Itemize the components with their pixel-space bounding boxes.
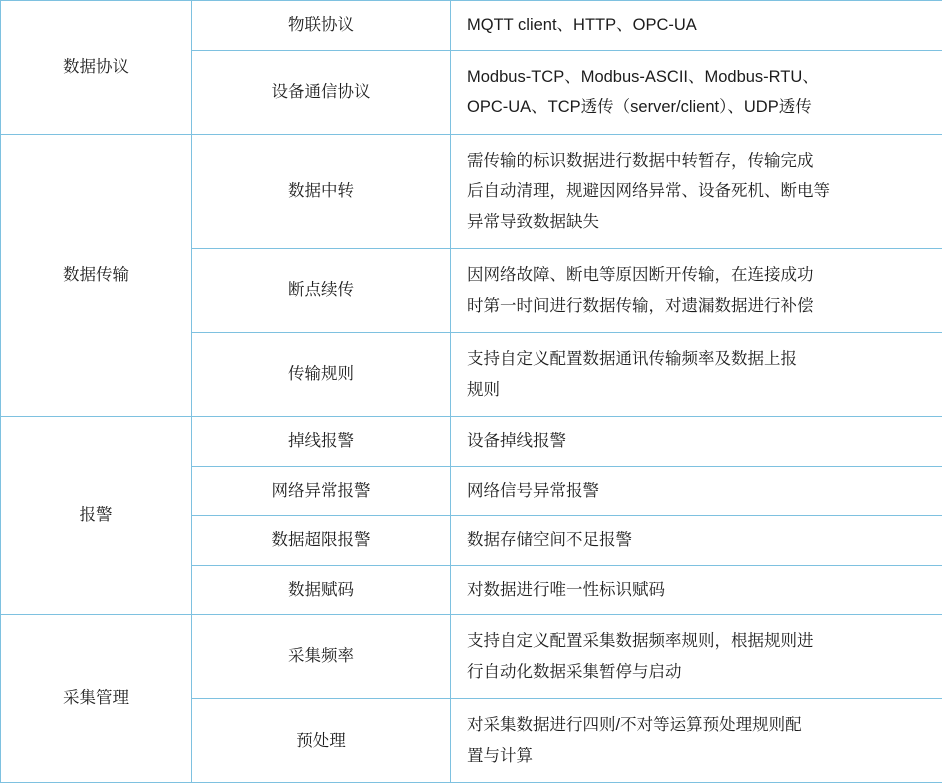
description-text	[451, 333, 942, 416]
description-line: 因网络故障、断电等原因断开传输，在连接成功	[467, 260, 935, 291]
description-line: 异常导致数据缺失	[467, 207, 935, 238]
item-cell	[192, 417, 451, 467]
group-label: 数据传输	[1, 251, 191, 300]
item-cell	[192, 565, 451, 615]
description-text	[451, 249, 942, 332]
item-label: 设备通信协议	[192, 66, 450, 119]
table-row	[1, 417, 942, 467]
description-cell	[451, 565, 942, 615]
item-label: 物联协议	[192, 1, 450, 50]
table-row	[1, 134, 942, 249]
table-body	[1, 1, 942, 783]
group-cell	[1, 1, 192, 135]
description-line: 行自动化数据采集暂停与启动	[467, 657, 935, 688]
item-label: 网络异常报警	[192, 467, 450, 516]
item-label: 传输规则	[192, 348, 450, 401]
description-line: MQTT client、HTTP、OPC-UA	[467, 10, 935, 41]
item-cell	[192, 1, 451, 51]
group-label: 数据协议	[1, 43, 191, 92]
item-cell	[192, 615, 451, 699]
description-line: 数据存储空间不足报警	[467, 525, 935, 556]
description-line: 设备掉线报警	[467, 426, 935, 457]
description-line: 对数据进行唯一性标识赋码	[467, 575, 935, 606]
item-label: 采集频率	[192, 630, 450, 683]
description-text	[451, 699, 942, 782]
table-row	[1, 615, 942, 699]
description-text	[451, 467, 942, 516]
description-line: 支持自定义配置数据通讯传输频率及数据上报	[467, 344, 935, 375]
description-text	[451, 1, 942, 50]
description-line: 规则	[467, 375, 935, 406]
group-cell	[1, 417, 192, 615]
description-line: 后自动清理，规避因网络异常、设备死机、断电等	[467, 176, 935, 207]
description-line: 网络信号异常报警	[467, 476, 935, 507]
group-cell	[1, 134, 192, 417]
description-cell	[451, 333, 942, 417]
group-cell	[1, 615, 192, 783]
item-cell	[192, 249, 451, 333]
description-line: 置与计算	[467, 741, 935, 772]
description-text	[451, 615, 942, 698]
description-line: 对采集数据进行四则/不对等运算预处理规则配	[467, 710, 935, 741]
description-cell	[451, 699, 942, 783]
description-cell	[451, 249, 942, 333]
description-cell	[451, 1, 942, 51]
item-cell	[192, 516, 451, 566]
description-line: 时第一时间进行数据传输，对遗漏数据进行补偿	[467, 291, 935, 322]
item-label: 断点续传	[192, 264, 450, 317]
item-label: 数据赋码	[192, 566, 450, 615]
description-line: 支持自定义配置采集数据频率规则，根据规则进	[467, 626, 935, 657]
description-text	[451, 516, 942, 565]
description-cell	[451, 134, 942, 249]
description-cell	[451, 466, 942, 516]
description-cell	[451, 615, 942, 699]
description-text	[451, 417, 942, 466]
description-text	[451, 51, 942, 134]
item-label: 数据中转	[192, 165, 450, 218]
item-cell	[192, 333, 451, 417]
description-line: 需传输的标识数据进行数据中转暂存，传输完成	[467, 146, 935, 177]
item-cell	[192, 466, 451, 516]
description-line: Modbus-TCP、Modbus-ASCII、Modbus-RTU、	[467, 62, 935, 93]
item-cell	[192, 50, 451, 134]
description-line: OPC-UA、TCP透传（server/client）、UDP透传	[467, 92, 935, 123]
item-label: 数据超限报警	[192, 516, 450, 565]
description-cell	[451, 417, 942, 467]
description-cell	[451, 516, 942, 566]
item-cell	[192, 699, 451, 783]
item-label: 掉线报警	[192, 417, 450, 466]
item-cell	[192, 134, 451, 249]
group-label: 报警	[1, 491, 191, 540]
group-label: 采集管理	[1, 674, 191, 723]
description-text	[451, 566, 942, 615]
item-label: 预处理	[192, 715, 450, 768]
description-text	[451, 135, 942, 249]
description-cell	[451, 50, 942, 134]
table-row	[1, 1, 942, 51]
